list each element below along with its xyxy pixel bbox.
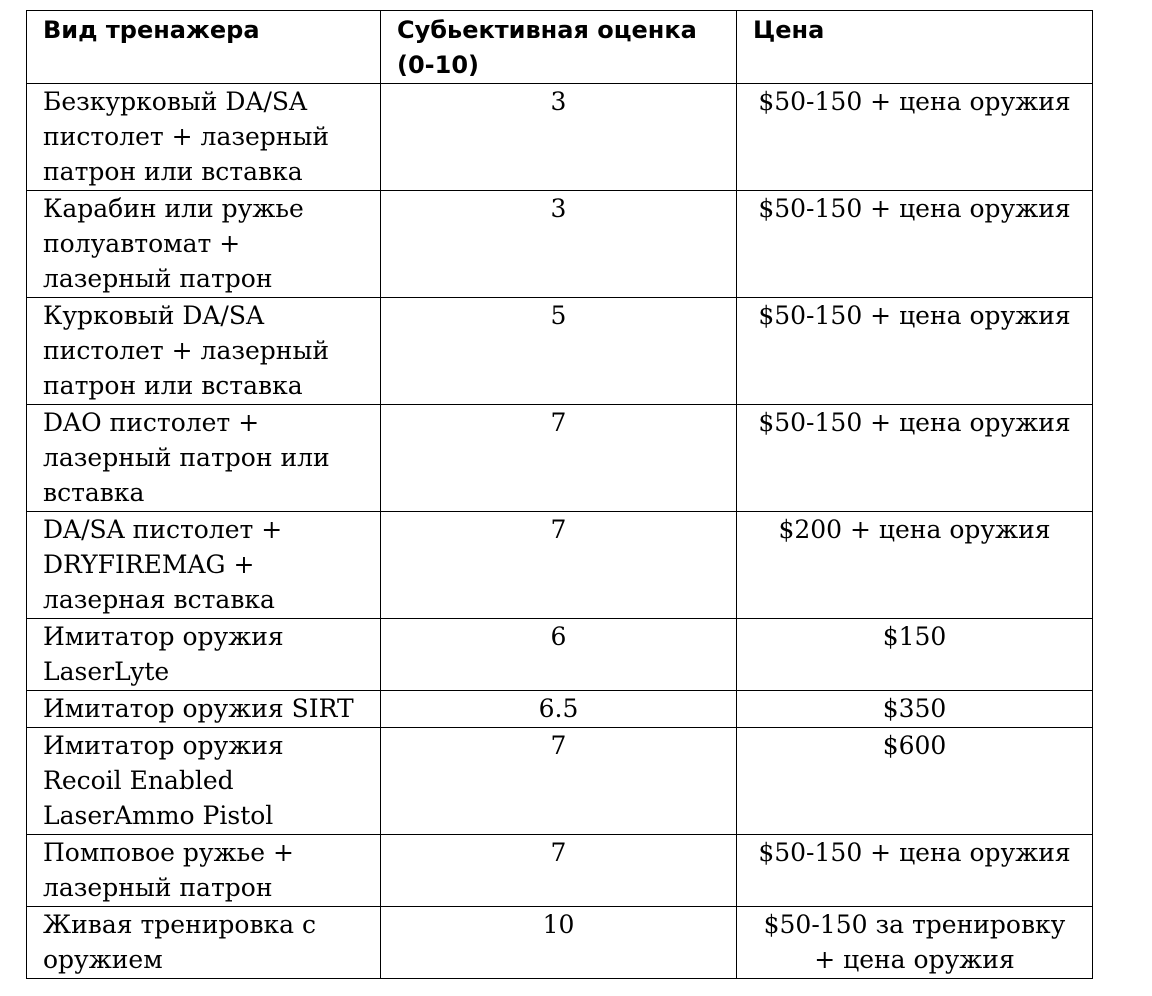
cell-price: $50-150 + цена оружия [737, 405, 1093, 512]
table-row [27, 835, 1093, 907]
cell-type: DAO пистолет + лазерный патрон или вставка [27, 405, 381, 512]
cell-type: Безкурковый DA/SA пистолет + лазерный патрон или вставка [27, 84, 381, 191]
cell-price: $600 [737, 728, 1093, 835]
trainer-comparison-table [26, 10, 1093, 979]
cell-type: Имитатор оружия Recoil Enabled LaserAmmo Pistol [27, 728, 381, 835]
table-row [27, 907, 1093, 979]
cell-price: $50-150 за тренировку + цена оружия [737, 907, 1093, 979]
header-score: Субьективная оценка (0-10) [381, 11, 737, 84]
cell-score: 7 [381, 512, 737, 619]
table-row [27, 728, 1093, 835]
table-row [27, 298, 1093, 405]
table-row [27, 512, 1093, 619]
cell-price: $50-150 + цена оружия [737, 84, 1093, 191]
cell-type: Курковый DA/SA пистолет + лазерный патрон или вставка [27, 298, 381, 405]
cell-score: 7 [381, 835, 737, 907]
cell-score: 6.5 [381, 691, 737, 728]
cell-score: 7 [381, 728, 737, 835]
cell-price: $50-150 + цена оружия [737, 835, 1093, 907]
cell-type: Живая тренировка с оружием [27, 907, 381, 979]
cell-price: $50-150 + цена оружия [737, 191, 1093, 298]
cell-score: 5 [381, 298, 737, 405]
cell-price: $50-150 + цена оружия [737, 298, 1093, 405]
table-row [27, 84, 1093, 191]
table-row [27, 691, 1093, 728]
table-row [27, 405, 1093, 512]
cell-type: Имитатор оружия SIRT [27, 691, 381, 728]
cell-price: $200 + цена оружия [737, 512, 1093, 619]
cell-price: $350 [737, 691, 1093, 728]
cell-score: 10 [381, 907, 737, 979]
cell-type: DA/SA пистолет + DRYFIREMAG + лазерная вставка [27, 512, 381, 619]
header-type: Вид тренажера [27, 11, 381, 84]
cell-score: 3 [381, 191, 737, 298]
cell-type: Карабин или ружье полуавтомат + лазерный патрон [27, 191, 381, 298]
cell-score: 7 [381, 405, 737, 512]
cell-score: 3 [381, 84, 737, 191]
cell-price: $150 [737, 619, 1093, 691]
cell-score: 6 [381, 619, 737, 691]
table-row [27, 619, 1093, 691]
table-row [27, 191, 1093, 298]
cell-type: Помповое ружье + лазерный патрон [27, 835, 381, 907]
table-header-row [27, 11, 1093, 84]
header-price: Цена [737, 11, 1093, 84]
cell-type: Имитатор оружия LaserLyte [27, 619, 381, 691]
